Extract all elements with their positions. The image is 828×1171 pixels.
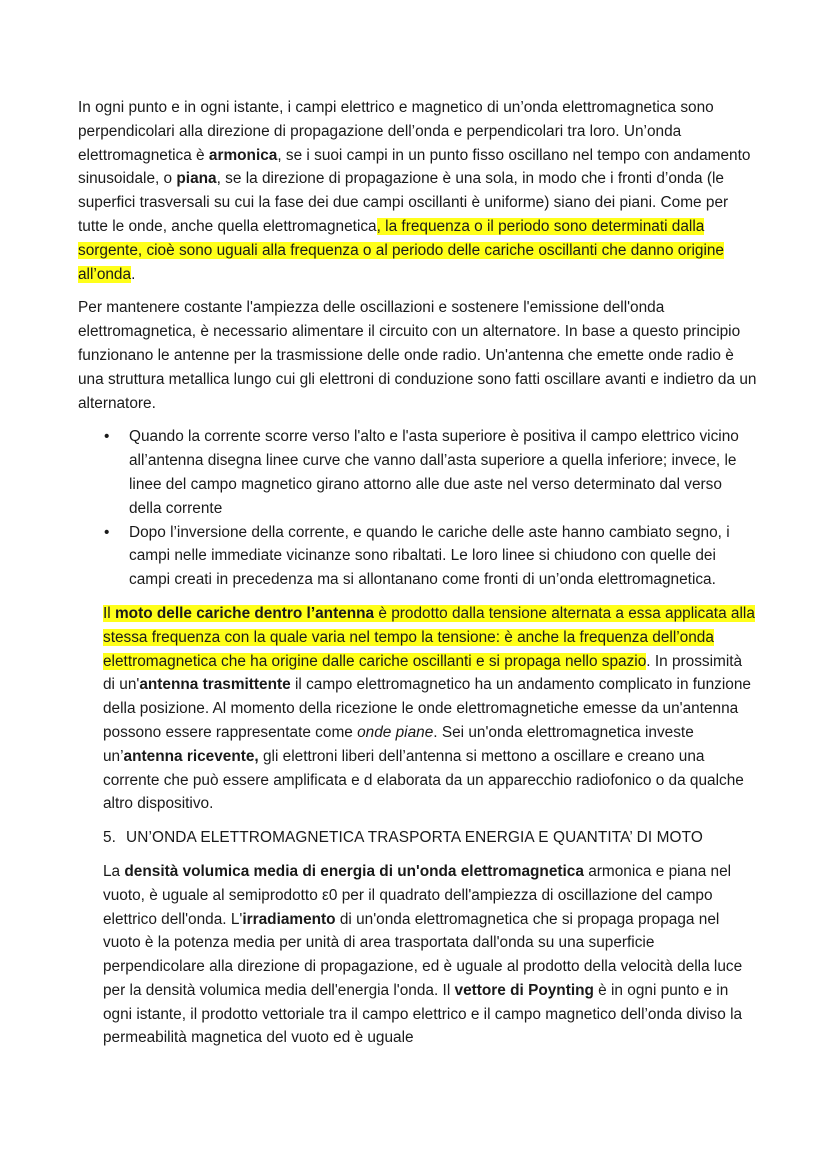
bullet-icon: •	[104, 523, 110, 541]
highlighted-text: , la frequenza o il periodo sono determinati dalla sorgente, cioè sono uguali alla frequenza o al periodo delle cariche oscillanti che danno origine all’onda	[78, 217, 724, 283]
bold-term-vettore-poynting: vettore di Poynting	[454, 981, 594, 999]
list-item	[78, 425, 758, 520]
paragraph-antenna-charges	[103, 602, 758, 816]
section-title: UN’ONDA ELETTROMAGNETICA TRASPORTA ENERGIA E QUANTITA’ DI MOTO	[126, 829, 703, 847]
highlighted-bold-term: moto delle cariche dentro l’antenna	[114, 604, 375, 622]
text-run: armonica e piana nel vuoto, è uguale al semiprodotto ε0 per il quadrato dell'ampiezza di oscillazione del campo elettrico dell'onda. L'	[103, 862, 732, 928]
text-run: , se la direzione di propagazione è una sola, in modo che i fronti d’onda (le superfici trasversali su cui la fase dei due campi oscillanti è uniforme) siano dei piani. Come per tutte le onde, anche quella elettromagnetica	[78, 170, 729, 235]
paragraph-wave-properties	[78, 96, 758, 286]
bold-term-antenna-trasmittente: antenna trasmittente	[139, 676, 291, 694]
paragraph-energy-density	[103, 860, 758, 1050]
list-item-text: Quando la corrente scorre verso l'alto e l'asta superiore è positiva il campo elettrico vicino all’antenna disegna linee curve che vanno dall’asta superiore a quella inferiore; invece, le linee del campo magnetico girano attorno alle due aste nel verso determinato dal verso della corrente	[129, 428, 739, 517]
bullet-list	[78, 425, 758, 592]
text-run: . In prossimità di un'	[103, 652, 743, 694]
text-run: di un'onda elettromagnetica che si propaga propaga nel vuoto è la potenza media per unità di area trasportata dall'onda su una superficie perpendicolare alla direzione di propagazione, ed è uguale al prodotto della velocità della luce per la densità volumica media dell'energia l'onda. Il	[103, 910, 743, 999]
list-item-text: Dopo l’inversione della corrente, e quando le cariche delle aste hanno cambiato segno, i campi nelle immediate vicinanze sono ribaltati. Le loro linee si chiudono con quelle dei campi creati in precedenza ma si allontanano come fronti di un’onda elettromagnetica.	[129, 523, 730, 589]
text-run: La	[103, 862, 125, 880]
bold-term-armonica: armonica	[208, 146, 278, 164]
bullet-icon: •	[104, 428, 110, 446]
document-page	[78, 96, 758, 1050]
highlighted-text: Il	[103, 604, 115, 622]
bold-term-antenna-ricevente: antenna ricevente,	[123, 747, 259, 765]
text-run: il campo elettromagnetico ha un andamento complicato in funzione della posizione. Al momento della ricezione le onde elettromagnetiche emesse da un'antenna possono essere rappresentate come	[103, 676, 751, 741]
text-run: .	[131, 265, 136, 283]
section-heading	[103, 826, 758, 850]
text-run: . Sei un'onda elettromagnetica investe un’	[103, 723, 694, 765]
bold-term-densita-energia: densità volumica media di energia di un'onda elettromagnetica	[124, 862, 584, 880]
text-run: In ogni punto e in ogni istante, i campi elettrico e magnetico di un’onda elettromagnetica sono perpendicolari alla direzione di propagazione dell’onda e perpendicolari tra loro. Un’onda elettromagnetica è	[78, 99, 714, 164]
text-run: gli elettroni liberi dell’antenna si mettono a oscillare e creano una corrente che può essere amplificata e d elaborata da un apparecchio radiofonico o da qualche altro dispositivo.	[103, 747, 744, 813]
text-run: è in ogni punto e in ogni istante, il prodotto vettoriale tra il campo elettrico e il campo magnetico dell’onda diviso la permeabilità magnetica del vuoto ed è uguale	[103, 981, 743, 1047]
highlighted-text: è prodotto dalla tensione alternata a essa applicata alla stessa frequenza con la quale varia nel tempo la tensione: è anche la frequenza dell’onda elettromagnetica che ha origine dalle cariche oscillanti e si propaga nello spazio	[103, 604, 755, 670]
section-number: 5.	[103, 829, 117, 847]
bold-term-piana: piana	[176, 170, 217, 188]
italic-term-onde-piane: onde piane	[357, 723, 434, 741]
bold-term-irradiamento: irradiamento	[242, 910, 336, 928]
list-item	[78, 521, 758, 592]
paragraph-antenna-alternator: Per mantenere costante l'ampiezza delle oscillazioni e sostenere l'emissione dell'onda elettromagnetica, è necessario alimentare il circuito con un alternatore. In base a questo principio funzionano le antenne per la trasmissione delle onde radio. Un'antenna che emette onde radio è una struttura metallica lungo cui gli elettroni di conduzione sono fatti oscillare avanti e indietro da un alternatore.	[78, 299, 757, 412]
text-run: , se i suoi campi in un punto fisso oscillano nel tempo con andamento sinusoidale, o	[78, 146, 751, 188]
